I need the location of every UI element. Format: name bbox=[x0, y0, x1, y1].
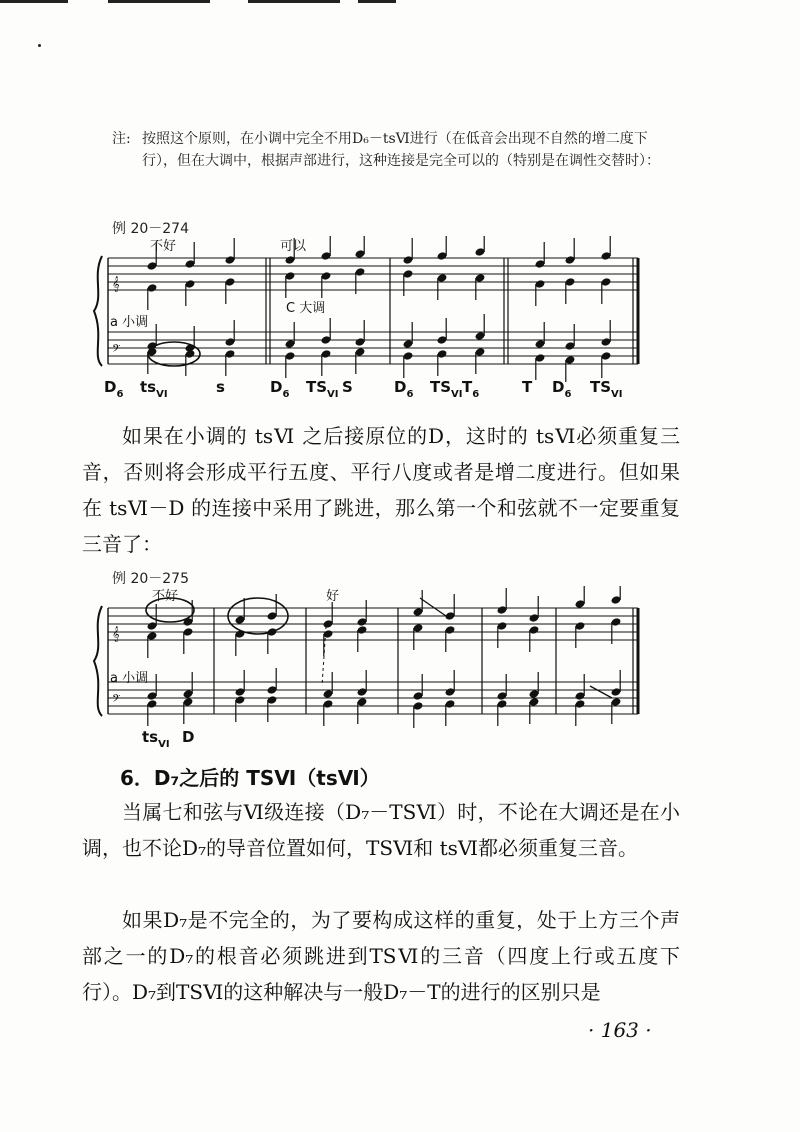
bass-clef-icon: 𝄢 bbox=[112, 343, 121, 358]
evaluation-mark-1: 可以 bbox=[280, 239, 307, 254]
function-label-3: $D_6$ bbox=[270, 378, 290, 400]
function-label-0: $D_6$ bbox=[104, 378, 124, 400]
key-label-0: a 小调 bbox=[110, 671, 149, 686]
page-number: · 163 · bbox=[588, 1018, 652, 1042]
function-label-11: $TS_{VI}$ bbox=[590, 378, 623, 400]
key-label-1: C 大调 bbox=[286, 301, 326, 316]
function-label-6: $D_6$ bbox=[394, 378, 414, 400]
voice-leading-line bbox=[420, 598, 446, 616]
footnote bbox=[112, 128, 682, 172]
function-label-2: s bbox=[216, 378, 225, 396]
function-label-7: $TS_{VI}$ bbox=[430, 378, 463, 400]
function-label-10: $D_6$ bbox=[552, 378, 572, 400]
scan-edge-line bbox=[248, 0, 340, 3]
function-label-4: $TS_{VI}$ bbox=[306, 378, 339, 400]
bass-clef-icon: 𝄢 bbox=[112, 693, 121, 708]
brace bbox=[94, 606, 102, 716]
scan-edge-line bbox=[0, 0, 68, 3]
evaluation-mark-1: 好 bbox=[326, 589, 340, 604]
example-label-275: 例 20－275 bbox=[112, 571, 189, 587]
score-example-274 bbox=[90, 236, 660, 406]
paragraph-1: 如果在小调的 tsⅥ 之后接原位的D，这时的 tsⅥ必须重复三音，否则将会形成平行五度、平行八度或者是增二度进行。但如果在 tsⅥ－D 的连接中采用了跳进，那么第一个和弦就不一定要重复三音了： bbox=[82, 424, 680, 556]
brace bbox=[94, 256, 102, 366]
function-label-9: T bbox=[522, 378, 533, 396]
function-label-5: S bbox=[342, 378, 353, 396]
example-label-274: 例 20－274 bbox=[112, 221, 189, 237]
function-label-1: $ts_{VI}$ bbox=[140, 378, 168, 400]
function-label-8: $T_6$ bbox=[462, 378, 480, 400]
function-label-1: D bbox=[182, 728, 195, 746]
score-example-275-svg bbox=[90, 586, 660, 756]
paragraph-3: 如果D₇是不完全的，为了要构成这样的重复，处于上方三个声部之一的D₇的根音必须跳进到TSⅥ的三音（四度上行或五度下行）。D₇到TSⅥ的这种解决与一般D₇－T的进行的区别只是 bbox=[82, 908, 680, 1004]
paragraph-2: 当属七和弦与Ⅵ级连接（D₇－TSⅥ）时，不论在大调还是在小调，也不论D₇的导音位置如何，TSⅥ和 tsⅥ都必须重复三音。 bbox=[82, 800, 680, 860]
score-example-275 bbox=[90, 586, 660, 756]
evaluation-mark-0: 不好 bbox=[152, 589, 179, 604]
scan-edge-line bbox=[358, 0, 396, 3]
key-label-0: a 小调 bbox=[110, 315, 149, 330]
footnote-text: 按照这个原则，在小调中完全不用D₆－tsⅥ进行（在低音会出现不自然的增二度下行），但在大调中，根据声部进行，这种连接是完全可以的（特别是在调性交替时）： bbox=[142, 131, 660, 169]
section-heading: 6．D₇之后的 TSⅥ（tsⅥ） bbox=[120, 766, 380, 790]
treble-clef-icon: 𝄞 bbox=[112, 277, 120, 292]
footnote-label: 注: bbox=[112, 131, 131, 147]
voice-leading-line bbox=[590, 686, 612, 698]
function-label-0: $ts_{VI}$ bbox=[142, 728, 170, 750]
scan-edge-line bbox=[108, 0, 210, 3]
treble-clef-icon: 𝄞 bbox=[112, 627, 120, 642]
scan-speck bbox=[38, 44, 41, 47]
score-example-274-svg bbox=[90, 236, 660, 406]
evaluation-mark-0: 不好 bbox=[150, 239, 177, 254]
